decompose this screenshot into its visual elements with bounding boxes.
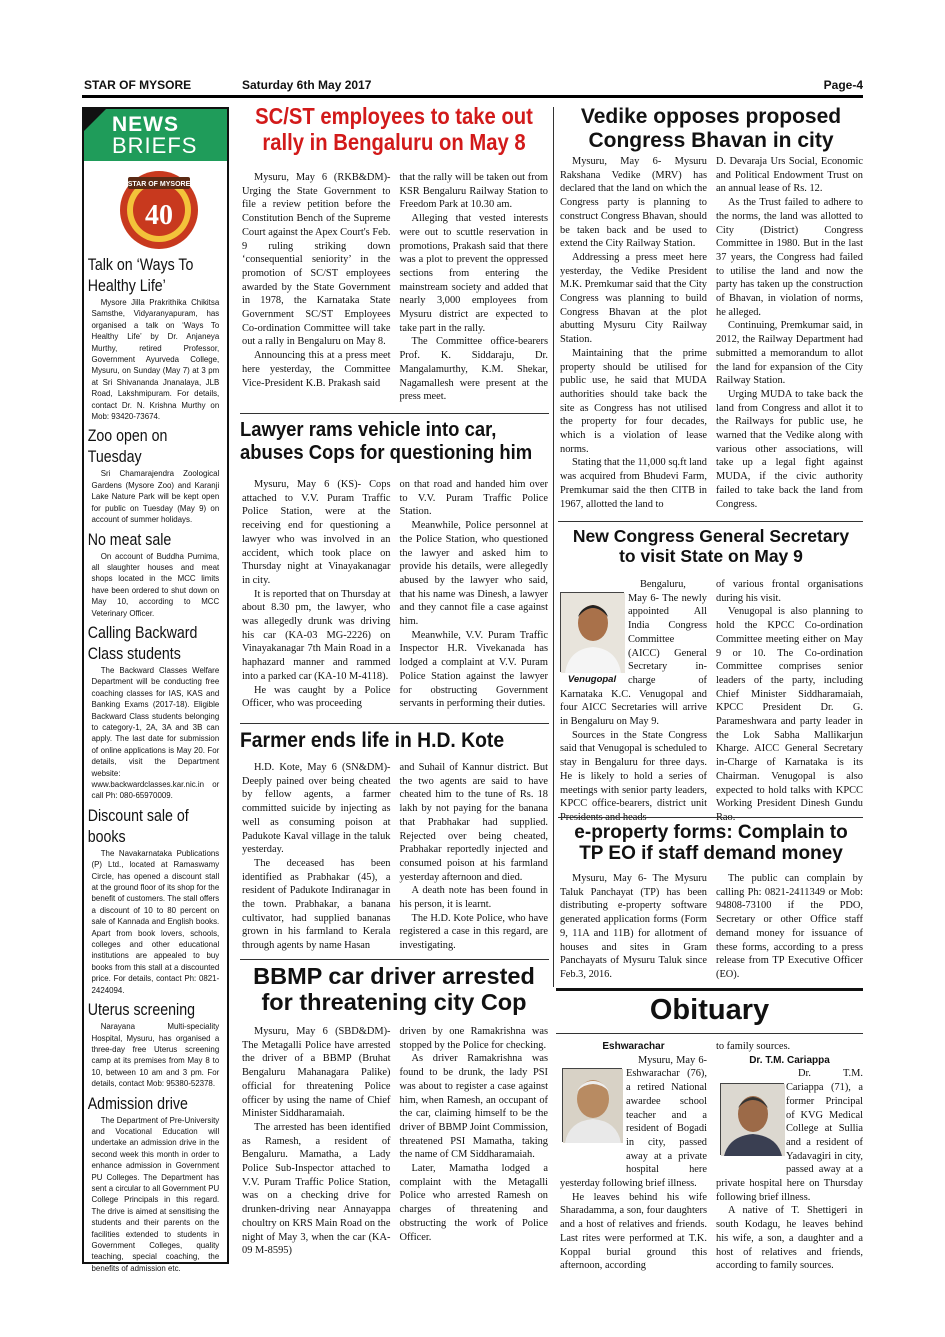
- banner-word-news: NEWS: [112, 113, 179, 136]
- column-divider: [553, 107, 554, 987]
- paragraph: Dr. T.M. Cariappa (71), a former Principal of KVG Medical College at Sullia and a resident of Yadavagiri in city, passed away at a private hospital here on Thursday following brief illness.: [716, 1068, 863, 1203]
- text-column: [242, 478, 391, 722]
- brief-item: [86, 426, 225, 529]
- headline-line: SC/ST employees to take out: [255, 103, 533, 129]
- paragraph: Urging MUDA to take back the land from Congress and allot it to the Railways for public use, he warned that the Vedike along with various other associations, will take up a legal fight against MUDA, if the civic authority failed to take back the land from Congress.: [716, 388, 863, 510]
- paragraph: Meanwhile, Police personnel at the Police Station, who questioned the lawyer and asked him to provide his details, were allegedly abused by the lawyer who said, that his name was Dinesh, a lawyer and they cannot file a case against him.: [399, 520, 548, 628]
- paragraph: Mysuru, May 6 (SBD&DM)- The Metagalli Police have arrested the driver of a BBMP (Bruhat Bengaluru Mahanagara Palike) official for threatening Police officer by using the name of Chief Minister Siddharamaiah.: [242, 1026, 391, 1120]
- headline-line: rally in Bengaluru on May 8: [262, 128, 526, 155]
- brief-text: Mysore Jilla Prakrithika Chikitsa Samsthe, Vidyaranyapuram, has organised a talk on ‘Ways To Healthy Life’ by Dr. Anjaneya Murthy, retired Professor, Government Ayurveda College, Mysuru, on Sunday (May 7) at 3 pm at Sri Shivananda Jnanalaya, JLB Road, Lakshmipuram. For details, contact Dr. N. Krishna Murthy on Mob: 93420-73674.: [91, 297, 220, 422]
- brief-title: Calling Backward Class students: [87, 623, 198, 663]
- paragraph: and Suhail of Kannur district. But the two agents are said to have cheated him to the tune of Rs. 18 lakh by not paying for the banana that Prabhakar had supplied. Rejected over being cheated, Prabhakar reportedly injected and consumed poison at his farmland yesterday afternoon and died.: [399, 762, 548, 883]
- brief-text: The Backward Classes Welfare Department will be conducting free coaching classes for IAS, KAS and Banking Exams (2017-18). Eligible Backward Class students belonging to category-1, 2A, 3A and 3B can apply. The last date for submission of online applications is May 20. For details, visit the Department website: www.backwardclasses.kar.nic.in or call Ph: 080-65970009.: [91, 664, 220, 801]
- text-column: [242, 761, 391, 957]
- paragraph: As driver Ramakrishna was found to be drunk, the lady PSI was about to register a case against him, when Ramesh, an occupant of the car, claiming himself to be the driver of BBMP Joint Commission, threatened PSI Mamatha, taking the name of CM Siddharamaiah.: [399, 1053, 548, 1161]
- paragraph: Mysuru, May 6 (RKB&DM)- Urging the State Government to file a review petition before the Constitution Bench of the Supreme Court against the Apex Court's Feb. 9 ruling striking down ‘consequential seniority’ in the promotion of SC/ST employees awarded by the State Government in 1978, the Karnataka State Government SC/ST Employees Co-ordination Committee will take out a rally in Bengaluru on May 8.: [242, 172, 391, 348]
- paragraph: Mysuru, May 6 (KS)- Cops attached to V.V. Puram Traffic Police Station, were at the receiving end for questioning a lawyer who was involved in an accident, which took place on Thursday night at Vinayakanagar in city.: [242, 479, 391, 586]
- paragraph: Addressing a press meet here yesterday, the Vedike President M.K. Premkumar said that the City Congress was planning to build Congress Bhavan at the plot abutting Mysuru City Railway Station.: [560, 251, 707, 346]
- text-column: [242, 171, 391, 411]
- paragraph: Announcing this at a press meet here yesterday, the Committee Vice-President K.B. Prakash said: [242, 350, 391, 389]
- headline-vedike: [558, 105, 864, 152]
- brief-text: Sri Chamarajendra Zoological Gardens (Mysore Zoo) and Karanji Lake Nature Park will be kept open for public on Tuesday (May 9) on account of summer holidays.: [91, 468, 220, 525]
- paragraph: D. Devaraja Urs Social, Economic and Political Endowment Trust on an annual lease of Rs. 12.: [716, 156, 863, 195]
- paragraph: on that road and handed him over to V.V. Puram Traffic Police Station.: [399, 479, 548, 518]
- brief-item: [86, 806, 225, 1000]
- section-rule: [240, 723, 549, 724]
- article-lawyer-body: [242, 478, 548, 722]
- paragraph: Alleging that vested interests were out to scuttle reservation in promotions, Prakash said that there was a plot to prevent the oppressed sections from entering the mainstream society and added that nearly 3,000 employees from Mysuru district are expected to take part in the rally.: [399, 213, 548, 334]
- headline-line: e-property forms: Complain to: [574, 822, 848, 843]
- headline-line: abuses Cops for questioning him: [240, 440, 533, 464]
- text-column: [560, 155, 707, 519]
- section-rule: [240, 959, 549, 960]
- headline-farmer: Farmer ends life in H.D. Kote: [240, 729, 505, 752]
- text-column: [716, 1040, 863, 1272]
- headline-bbmp: [240, 963, 548, 1016]
- paragraph: As the Trust failed to adhere to the norms, the land was allotted to City (District) Congress Committee in 1980. But in the last 37 years, the Congress had failed to utilise the land and now the party has taken up the construction of Bhavan, in violation of norms, he alleged.: [716, 197, 863, 318]
- photo-spacer: [716, 1081, 786, 1167]
- obituary-name: Eshwarachar: [602, 1041, 665, 1052]
- text-column: [400, 171, 549, 411]
- paragraph: The public can complain by calling Ph: 0821-2411349 or Mob: 94808-73100 if the PDO, Secretary or other Office staff demand money for issuance of these forms, according to a press release from TP Executive Officer (EO).: [716, 873, 863, 980]
- paragraph: Sources in the State Congress said that Venugopal is scheduled to stay in Bengaluru for three days. He is likely to hold a series of meetings with senior party leaders, KPCC office-bearers, district unit Presidents and heads: [560, 729, 707, 823]
- brief-title: No meat sale: [87, 530, 172, 549]
- logo-top-text: STAR OF MYSORE: [127, 181, 191, 188]
- paragraph: Meanwhile, V.V. Puram Traffic Inspector H.R. Vivekanada has lodged a complaint at V.V. Puram Police Station against the lawyer for obstructing Government servants in performing their duties.: [399, 629, 548, 710]
- article-sc-st-body: [242, 171, 548, 411]
- brief-item: [86, 1094, 225, 1279]
- paragraph: to family sources.: [716, 1041, 791, 1052]
- paragraph: A death note has been found in his person, it is learnt.: [399, 885, 548, 911]
- paragraph: The arrested has been identified as Ramesh, a resident of Bengaluru. Mamatha, a Lady Police Sub-Inspector attached to V.V. Puram Traffic Police Station, was on a checking drive for drunken-driving near Annayappa choultry on KRS Main Road on the night of May 3, when the car (KA-09 M-8595): [242, 1121, 391, 1257]
- photo-spacer: [560, 1068, 626, 1164]
- paragraph: Venugopal is also planning to hold the KPCC Co-ordination Committee meeting either on May 9 or 10. The Co-ordination Committee comprises senior leaders of the party, including Chief Minister Siddharamaiah, KPCC President Dr. G. Parameshwara and party leader in the Lok Sabha Mallikarjun Kharge. AICC General Secretary in-Charge of Karnataka is its Chairman. Venugopal is also expected to hold talks with KPCC Working President Dinesh Gundu Rao.: [716, 606, 863, 823]
- text-column: [400, 761, 549, 957]
- paragraph: The H.D. Kote Police, who have registered a case in this regard, are investigating.: [399, 912, 548, 952]
- paragraph: H.D. Kote, May 6 (SN&DM)- Deeply pained over being cheated by fellow agents, a farmer committed suicide by injecting as well as consuming poison at Padukote Kaval village in the taluk yesterday.: [242, 762, 391, 856]
- headline-line: for threatening city Cop: [261, 989, 527, 1016]
- obituary-rule: [556, 988, 863, 991]
- brief-title: Admission drive: [87, 1094, 188, 1113]
- obituary-heading: Obituary: [649, 994, 770, 1026]
- headline-sc-st: [241, 104, 547, 156]
- paragraph: He leaves behind his wife Sharadamma, a son, four daughters and a host of relatives and friends. Last rites were performed at T.K. Koppal burial ground this afternoon, according: [560, 1191, 707, 1272]
- brief-title: Discount sale of books: [87, 806, 189, 846]
- headline-eproperty: [558, 822, 864, 865]
- masthead-rule: [82, 95, 863, 98]
- headline-line: Lawyer rams vehicle into car,: [240, 418, 497, 441]
- photo-spacer: [560, 578, 628, 686]
- text-column: [716, 872, 863, 984]
- text-column: [242, 1025, 391, 1267]
- article-farmer-body: [242, 761, 548, 957]
- issue-date: Saturday 6th May 2017: [242, 78, 372, 92]
- section-rule: [558, 817, 863, 818]
- paper-name: STAR OF MYSORE: [84, 78, 192, 92]
- article-sc-st: [240, 104, 548, 156]
- brief-title: Zoo open on Tuesday: [87, 427, 168, 467]
- paragraph: The deceased has been identified as Prabhakar (45), a resident of Padukote Indiranagar in the town. Prabhakar, a banana cultivator, had supplied bananas grown in his farmland to Kerala through agents by name Hasan: [242, 857, 391, 952]
- paragraph: Stating that the 11,000 sq.ft land was acquired from Bhudevi Farm, Premkumar said the then CITB in 1967, allotted the land to: [560, 457, 707, 510]
- headline-line: BBMP car driver arrested: [253, 963, 535, 989]
- logo-number: 40: [145, 200, 173, 231]
- text-column: [560, 872, 707, 984]
- text-column: [560, 1040, 707, 1272]
- text-column: [716, 578, 863, 823]
- paragraph: The Committee office-bearers Prof. K. Siddaraju, Dr. Mangalamurthy, K.M. Shekar, Nagamallesh were present at the press meet.: [399, 336, 548, 403]
- brief-text: On account of Buddha Purnima, all slaughter houses and meat shops located in the MCC limits have been ordered to shut down on May 10, according to MCC Veterinary Officer.: [91, 550, 220, 618]
- briefs-list: [86, 255, 225, 1278]
- headline-congress-secretary: [558, 527, 864, 566]
- paragraph: A native of T. Shettigeri in south Kodagu, he leaves behind his wife, a son, a daughter and a host of relatives and friends, according to family sources.: [716, 1205, 863, 1272]
- headline-line: New Congress General Secretary: [572, 526, 850, 546]
- paragraph: Bengaluru, May 6- The newly appointed All India Congress Committee (AICC) General Secretary in-charge of Karnataka K.C. Venugopal and four AICC Secretaries will arrive in Bengaluru on May 9.: [560, 579, 707, 728]
- headline-line: TP EO if staff demand money: [579, 843, 843, 865]
- paragraph: that the rally will be taken out from KSR Bengaluru Railway Station to Freedom Park at 10.30 am.: [399, 172, 548, 211]
- photo-caption: Venugopal: [567, 674, 617, 685]
- section-rule: [240, 413, 549, 414]
- paragraph: Later, Mamatha lodged a complaint with the Metagalli Police who arrested Ramesh on charges of threatening and obstructing the work of Police Officer.: [399, 1163, 548, 1243]
- article-eproperty-body: [560, 872, 863, 984]
- anniversary-40-logo: [118, 169, 200, 251]
- text-column: [560, 578, 707, 823]
- headline-line: Vedike opposes proposed: [580, 105, 842, 128]
- obituary-body: [560, 1040, 863, 1272]
- headline-line: to visit State on May 9: [619, 545, 803, 566]
- news-briefs-box: [82, 107, 229, 1273]
- article-congress-secretary-body: [560, 578, 863, 823]
- obituary-name: Dr. T.M. Cariappa: [749, 1054, 830, 1066]
- brief-item: [86, 623, 225, 806]
- brief-text: The Department of Pre-University and Vocational Education will undertake an admission drive in the second week this month in order to enhance admission in Government PU Colleges. The Department has sent a circular to all Government PU College Principals in this regard. The drive is aimed at sensitising the students and their parents on the facilities extended to students in Government Colleges, quality teaching, special coaching, the benefits of admission etc.: [91, 1114, 220, 1273]
- text-column: [716, 155, 863, 519]
- headline-line: Congress Bhavan in city: [588, 128, 834, 152]
- paragraph: Mysuru, May 6- Mysuru Rakshana Vedike (MRV) has declared that the land on which the Congress party is planning to construct Congress Bhavan, should be taken back and be used to extend the City Railway Station.: [560, 156, 707, 250]
- article-bbmp-body: [242, 1025, 548, 1267]
- section-rule: [558, 521, 863, 522]
- brief-text: Narayana Multi-speciality Hospital, Mysuru, has organised a three-day free Uterus screening camp at its premises from May 8 to 10, between 10 am and 3 pm. For details, contact Mob: 95380-52378.: [91, 1021, 220, 1089]
- paragraph: Mysuru, May 6- The Mysuru Taluk Panchayat (TP) has been distributing e-property software generated application forms (Form 9, 11A and 11B) for allotment of houses and sites in Gram Panchayats of Mysuru Taluk since Feb.3, 2016.: [560, 873, 707, 980]
- brief-item: [86, 255, 225, 426]
- page-number: Page-4: [823, 78, 863, 92]
- paragraph: He was caught by a Police Officer, who was proceeding: [242, 684, 391, 710]
- brief-item: [86, 530, 225, 623]
- brief-item: [86, 1000, 225, 1093]
- paragraph: It is reported that on Thursday at about 8.30 pm, the lawyer, who was allegedly drunk was driving his car (KA-03 MG-2226) on Vinayakanagar 7th Main Road in a haphazard manner and rammed into a parked car (KA-10 M-4118).: [242, 588, 391, 682]
- obituary-rule: [556, 1033, 863, 1034]
- headline-lawyer: [240, 418, 533, 465]
- brief-title: Uterus screening: [87, 1001, 195, 1020]
- news-briefs-banner: [84, 109, 227, 161]
- masthead: [82, 78, 863, 94]
- article-vedike-body: [560, 155, 863, 519]
- banner-word-briefs: BRIEFS: [112, 133, 198, 158]
- paragraph: Maintaining that the prime property should be utilised for public use, he said that MUDA authorities should take back the site as Congress has not utilised the property for four decades, which is a violation of lease norms.: [560, 347, 707, 455]
- brief-title: Talk on ‘Ways To Healthy Life’: [87, 256, 194, 295]
- paragraph: driven by one Ramakrishna was stopped by the Police for checking.: [399, 1026, 548, 1051]
- paragraph: of various frontal organisations during his visit.: [716, 579, 863, 604]
- paragraph: Mysuru, May 6- Eshwarachar (76), a retired National awardee school teacher and a resident of Bogadi in city, passed away at a private hospital here yesterday following brief illness.: [560, 1054, 707, 1190]
- text-column: [400, 478, 549, 722]
- banner-corner: [84, 109, 106, 131]
- text-column: [400, 1025, 549, 1267]
- brief-text: The Navakarnataka Publications (P) Ltd., located at Ramaswamy Circle, has opened a discount stall at the ground floor of its shop for the benefit of customers. The stall offers a discount of 10 to 80 percent on sale of Kannada and English books. Apart from book lovers, schools, colleges and other educational institutions are appealed to buy books from this stall at a discounted price. For details, contact Ph: 0821-2424094.: [91, 847, 220, 995]
- paragraph: Continuing, Premkumar said, in 2012, the Railway Department had submitted a memorandum to allot the land for expansion of the City Railway Station.: [716, 320, 863, 387]
